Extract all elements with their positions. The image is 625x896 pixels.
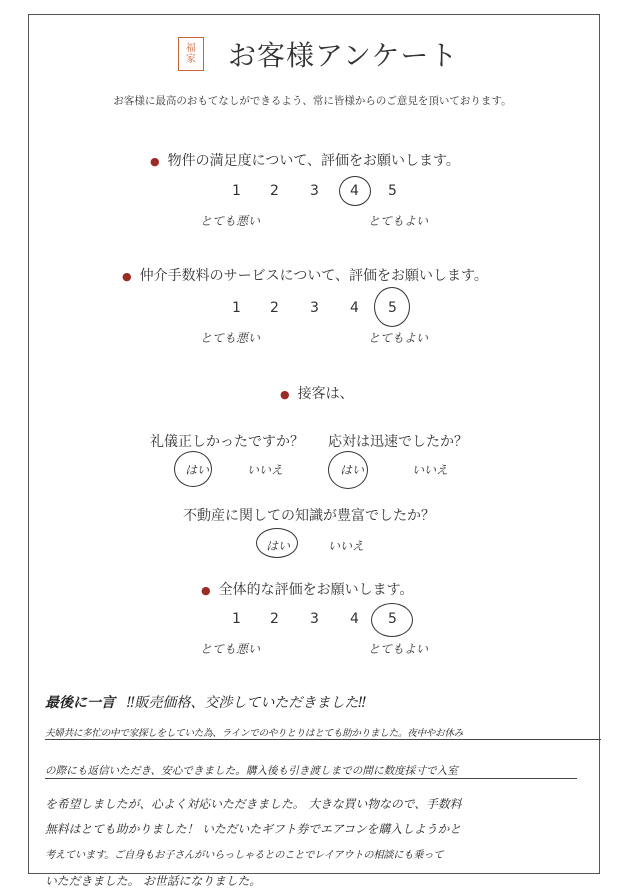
politeness-no-option[interactable]: いいえ (247, 463, 284, 477)
speed-selected-circle (328, 451, 368, 489)
knowledge-no-option[interactable]: いいえ (328, 539, 365, 553)
q4-high-label: とてもよい (368, 642, 429, 656)
question-overall (201, 579, 414, 599)
politeness-yes-option[interactable]: はい (185, 463, 210, 477)
comment-line-1: ‼販売価格、交渉していただきました‼ (127, 695, 366, 711)
comment-line-7: いただきました。 お世話になりました。 (45, 874, 262, 888)
q1-option-3[interactable]: 3 (310, 183, 319, 199)
q4-selected-circle (371, 603, 413, 637)
bullet-icon: ● (122, 270, 132, 283)
question-commission (122, 265, 488, 285)
company-logo (178, 37, 204, 71)
bullet-icon: ● (280, 388, 290, 401)
politeness-selected-circle (174, 451, 212, 487)
q4-option-5[interactable]: 5 (388, 611, 397, 627)
bullet-icon: ● (201, 584, 211, 597)
question-overall-text: 全体的な評価をお願いします。 (218, 582, 414, 598)
q2-option-4[interactable]: 4 (350, 300, 359, 316)
question-commission-text: 仲介手数料のサービスについて、評価をお願いします。 (139, 268, 488, 284)
comment-line-4: を希望しましたが、心よく対応いただきました。 大きな買い物なので、手数料 (45, 797, 462, 811)
q4-low-label: とても悪い (200, 642, 261, 656)
q4-option-4[interactable]: 4 (350, 611, 359, 627)
logo-bottom-char: 家 (186, 54, 196, 65)
q2-option-3[interactable]: 3 (310, 300, 319, 316)
knowledge-selected-circle (256, 528, 298, 558)
q2-option-1[interactable]: 1 (232, 300, 241, 316)
question-satisfaction-text: 物件の満足度について、評価をお願いします。 (167, 153, 460, 169)
question-knowledge-text: 不動産に関しての知識が豊富でしたか？ (183, 508, 435, 524)
q1-option-1[interactable]: 1 (232, 183, 241, 199)
q2-selected-circle (374, 287, 410, 327)
bullet-icon: ● (150, 155, 160, 168)
q4-option-2[interactable]: 2 (270, 611, 279, 627)
q4-option-3[interactable]: 3 (310, 611, 319, 627)
comment-line-3: の際にも返信いただき、安心できました。購入後も引き渡しまでの間に数度採寸で入室 (45, 763, 577, 779)
q1-low-label: とても悪い (200, 214, 261, 228)
q1-option-4[interactable]: 4 (350, 183, 359, 199)
q1-high-label: とてもよい (368, 214, 429, 228)
question-politeness-text: 礼儀正しかったですか？ (150, 434, 304, 450)
comment-line-5: 無料はとても助かりました！ いただいたギフト券でエアコンを購入しようかと (45, 822, 462, 836)
question-service-text: 接客は、 (297, 386, 354, 402)
survey-frame (28, 14, 600, 874)
page-title: お客様アンケート (228, 39, 459, 72)
q1-option-5[interactable]: 5 (388, 183, 397, 199)
intro-text: お客様に最高のおもてなしができるよう、常に皆様からのご意見を頂いております。 (113, 95, 512, 107)
question-satisfaction (150, 150, 460, 170)
q2-high-label: とてもよい (368, 331, 429, 345)
speed-no-option[interactable]: いいえ (412, 463, 449, 477)
question-service (280, 383, 354, 403)
q1-option-2[interactable]: 2 (270, 183, 279, 199)
question-speed-text: 応対は迅速でしたか？ (328, 434, 468, 450)
comment-line-2: 夫婦共に多忙の中で家探しをしていた為、ラインでのやりとりはとても助かりました。夜中やお休み (45, 725, 601, 740)
q1-selected-circle (339, 176, 371, 206)
speed-yes-option[interactable]: はい (340, 463, 365, 477)
knowledge-yes-option[interactable]: はい (266, 539, 291, 553)
q2-option-2[interactable]: 2 (270, 300, 279, 316)
q2-low-label: とても悪い (200, 331, 261, 345)
logo-top-char: 福 (186, 43, 196, 54)
comment-line-6: 考えています。ご自身もお子さんがいらっしゃるとのことでレイアウトの相談にも乗って (45, 849, 444, 861)
q4-option-1[interactable]: 1 (232, 611, 241, 627)
q2-option-5[interactable]: 5 (388, 300, 397, 316)
comment-heading: 最後に一言 (45, 695, 115, 711)
